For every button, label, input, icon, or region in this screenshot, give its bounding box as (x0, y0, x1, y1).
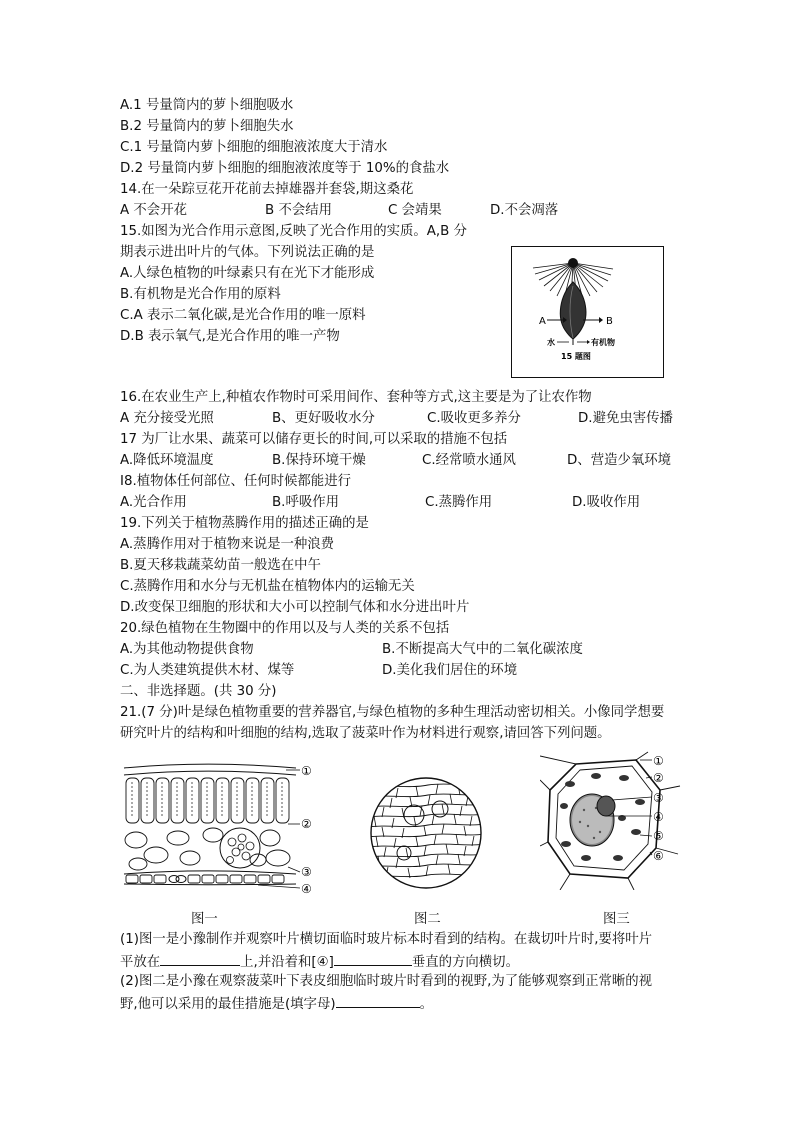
q19-option-c: C.蒸腾作用和水分与无机盐在植物体内的运输无关 (120, 579, 415, 594)
q15-stem-line2: 期表示进出叶片的气体。下列说法正确的是 (120, 245, 375, 260)
figure2-microscope-view (368, 775, 484, 891)
figure1-leaf-cross-section (118, 760, 323, 900)
q14-option-a: A 不会开花 (120, 203, 187, 218)
q19-option-d: D.改变保卫细胞的形状和大小可以控制气体和水分进出叶片 (120, 600, 470, 615)
label-organic: 有机物 (591, 338, 615, 347)
q18-option-b: B.呼吸作用 (272, 495, 340, 510)
q14-option-d: D.不会凋落 (490, 203, 559, 218)
figure2-caption: 图二 (414, 912, 441, 927)
q20-options-row1 (120, 641, 680, 659)
q21-part1-line2 (120, 952, 519, 972)
q13-option-d: D.2 号量筒内萝卜细胞的细胞液浓度等于 10%的食盐水 (120, 161, 450, 176)
fig3-label-3: ③ (653, 791, 664, 805)
fig1-label-1: ① (301, 764, 312, 778)
q21-stem-line1: 21.(7 分)叶是绿色植物重要的营养器官,与绿色植物的多种生理活动密切相关。小像同学想要 (120, 705, 665, 720)
q16-option-a: A 充分接受光照 (120, 411, 214, 426)
q21-part1-text-a: 平放在 (120, 955, 161, 970)
q16-stem: 16.在农业生产上,种植农作物时可采用间作、套种等方式,这主要是为了让农作物 (120, 390, 592, 405)
q15-option-d: D.B 表示氧气,是光合作用的唯一产物 (120, 329, 340, 344)
q14-stem: 14.在一朵踪豆花开花前去掉雄器并套袋,期这桑花 (120, 182, 414, 197)
q21-part1-line1: (1)图一是小豫制作并观察叶片横切面临时玻片标本时看到的结构。在裁切叶片时,要将叶片 (120, 932, 653, 947)
q18-option-c: C.蒸腾作用 (425, 495, 493, 510)
section-heading: 二、非选择题。(共 30 分) (120, 684, 277, 699)
figure-caption: 15 题图 (561, 352, 591, 361)
q16-options (120, 410, 680, 428)
q15-photosynthesis-figure (511, 246, 664, 378)
q19-stem: 19.下列关于植物蒸腾作用的描述正确的是 (120, 516, 369, 531)
answer-blank-2[interactable] (334, 952, 412, 966)
fig3-label-6: ⑥ (653, 849, 664, 863)
q15-stem-line1: 15.如图为光合作用示意图,反映了光合作用的实质。A,B 分 (120, 224, 468, 239)
q21-part2-text-b: 。 (419, 997, 433, 1012)
q16-option-b: B、更好吸收水分 (272, 411, 375, 426)
q20-option-a: A.为其他动物提供食物 (120, 642, 254, 657)
q18-stem: I8.植物体任何部位、任何时候都能进行 (120, 474, 351, 489)
q20-option-b: B.不断提高大气中的二氧化碳浓度 (382, 642, 583, 657)
q17-option-c: C.经常喷水通风 (422, 453, 516, 468)
fig3-label-5: ⑤ (653, 829, 664, 843)
fig1-label-2: ② (301, 817, 312, 831)
fig1-label-4: ④ (301, 882, 312, 896)
figure1-caption: 图一 (191, 912, 218, 927)
fig3-label-2: ② (653, 771, 664, 785)
label-a: A (539, 316, 546, 327)
q15-option-b: B.有机物是光合作用的原料 (120, 287, 281, 302)
figure3-plant-cell (540, 750, 682, 890)
q21-part2-line1: (2)图二是小豫在观察菠菜叶下表皮细胞临时玻片时看到的视野,为了能够观察到正常晰的视 (120, 974, 653, 989)
q17-option-d: D、营造少氧环境 (567, 453, 672, 468)
answer-blank-1[interactable] (160, 952, 240, 966)
q21-part1-text-c: 垂直的方向横切。 (411, 955, 519, 970)
figure3-caption: 图三 (603, 912, 630, 927)
q16-option-c: C.吸收更多养分 (427, 411, 521, 426)
q19-option-a: A.蒸腾作用对于植物来说是一种浪费 (120, 537, 335, 552)
label-b: B (606, 316, 613, 327)
fig3-label-4: ④ (653, 810, 664, 824)
q19-option-b: B.夏天移栽蔬菜幼苗一般选在中午 (120, 558, 321, 573)
q17-options (120, 452, 680, 470)
q15-option-c: C.A 表示二氧化碳,是光合作用的唯一原料 (120, 308, 366, 323)
q13-option-c: C.1 号量筒内萝卜细胞的细胞液浓度大于清水 (120, 140, 388, 155)
q13-option-a: A.1 号量筒内的萝卜细胞吸水 (120, 98, 294, 113)
q18-options (120, 494, 680, 512)
q14-option-b: B 不会结用 (265, 203, 333, 218)
q20-option-c: C.为人类建筑提供木材、煤等 (120, 663, 295, 678)
q21-part2-text-a: 野,他可以采用的最佳措施是(填字母) (120, 997, 336, 1012)
q17-option-b: B.保持环境干燥 (272, 453, 366, 468)
q20-stem: 20.绿色植物在生物圈中的作用以及与人类的关系不包括 (120, 621, 450, 636)
q20-options-row2 (120, 662, 680, 680)
q17-option-a: A.降低环境温度 (120, 453, 214, 468)
q18-option-a: A.光合作用 (120, 495, 187, 510)
q21-stem-line2: 研究叶片的结构和叶细胞的结构,选取了菠菜叶作为材料进行观察,请回答下列问题。 (120, 726, 611, 741)
q14-options (120, 202, 680, 220)
q13-option-b: B.2 号量筒内的萝卜细胞失水 (120, 119, 294, 134)
q17-stem: 17 为厂让水果、蔬菜可以储存更长的时间,可以采取的措施不包括 (120, 432, 508, 447)
q14-option-c: C 会靖果 (388, 203, 442, 218)
q18-option-d: D.吸收作用 (572, 495, 641, 510)
q21-part2-line2 (120, 994, 433, 1014)
fig3-label-1: ① (653, 754, 664, 768)
q21-part1-text-b: 上,并沿着和[④] (240, 955, 334, 970)
label-water: 水 (547, 338, 555, 347)
fig1-label-3: ③ (301, 865, 312, 879)
answer-blank-3[interactable] (336, 994, 420, 1008)
q20-option-d: D.美化我们居住的环境 (382, 663, 518, 678)
q15-option-a: A.人绿色植物的叶绿素只有在光下才能形成 (120, 266, 375, 281)
q16-option-d: D.避免虫害传播 (578, 411, 673, 426)
